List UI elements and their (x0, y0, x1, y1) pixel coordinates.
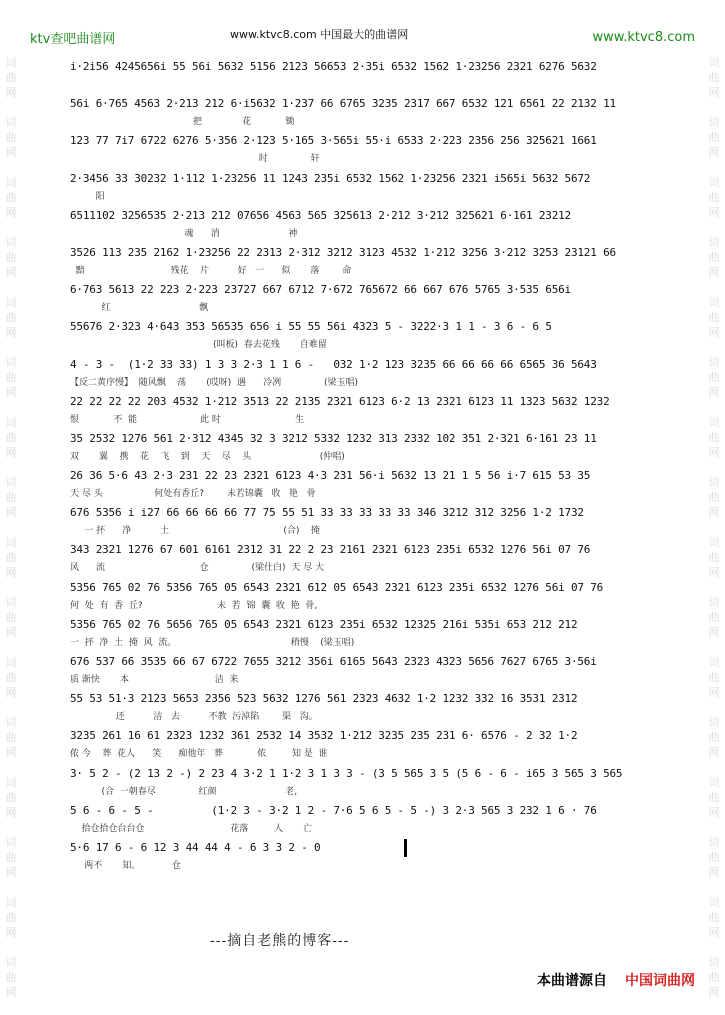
score-system (70, 767, 670, 804)
lyrics-line: (叫板) 春去花残 自难留 (70, 340, 327, 351)
notation-line: 5356 765 02 76 5656 765 05 6543 2321 6123 235i 6532 12325 216i 535i 653 212 212 (70, 617, 578, 631)
notation-line: 676 5356 i i27 66 66 66 66 77 75 55 51 33 33 33 33 33 346 3212 312 3256 1·2 1732 (70, 506, 584, 520)
score-system (70, 804, 670, 841)
score-system (70, 841, 670, 878)
score-system (70, 395, 670, 432)
notation-line: 35 2532 1276 561 2·312 4345 32 3 3212 5332 1232 313 2332 102 351 2·321 6·161 23 11 (70, 431, 597, 445)
notation-line: 3· 5 2 - (2 13 2 -) 2 23 4 3·2 1 1·2 3 1 3 3 - (3 5 565 3 5 (5 6 - 6 - i65 3 565 3 565 (70, 766, 623, 780)
notation-line: 6·763 5613 22 223 2·223 23727 667 6712 7·672 765672 66 667 676 5765 3·535 656i (70, 283, 571, 297)
score-system (70, 246, 670, 283)
notation-line: 123 77 7i7 6722 6276 5·356 2·123 5·165 3·565i 55·i 6533 2·223 2356 256 325621 1661 (70, 134, 597, 148)
notation-line: 55 53 51·3 2123 5653 2356 523 5632 1276 561 2323 4632 1·2 1232 332 16 3531 2312 (70, 692, 578, 706)
footer-source-site: 中国词曲网 (625, 973, 695, 989)
notation-line: 55676 2·323 4·643 353 56535 656 i 55 55 56i 4323 5 - 3222·3 1 1 - 3 6 - 6 5 (70, 320, 552, 334)
score-system (70, 172, 670, 209)
score-system (70, 469, 670, 506)
score-system (70, 655, 670, 692)
score-system (70, 283, 670, 320)
site-url-right: www.ktvc8.com (592, 30, 695, 45)
score-system (70, 581, 670, 618)
site-name-left: ktv查吧曲谱网 (30, 32, 116, 47)
side-watermark-left: 词 曲 网 词 曲 网 词 曲 网 词 曲 网 词 曲 网 词 曲 网 词 曲 网 词 曲 网 词 曲 网 词 曲 网 词 曲 网 词 曲 网 词 曲 网 词 曲 网 词 曲 网 词 曲 网 (5, 56, 17, 999)
lyrics-line: 何 处 有 香 丘? 未 若 锦 囊 收 艳 骨, (70, 600, 318, 611)
score-system (70, 320, 670, 357)
score-system (70, 543, 670, 580)
footer-source-label: 本曲谱源自 (537, 973, 607, 989)
lyrics-line: 还 洁 去 不教 污淖陷 渠 沟。 (70, 712, 318, 723)
notation-line: 676 537 66 3535 66 67 6722 7655 3212 356i 6165 5643 2323 4323 5656 7627 6765 3·56i (70, 655, 597, 668)
notation-line: 56i 6·765 4563 2·213 212 6·i5632 1·237 66 6765 3235 2317 667 6532 121 6561 22 2132 11 (70, 97, 616, 111)
side-watermark-right: 词 曲 网 词 曲 网 词 曲 网 词 曲 网 词 曲 网 词 曲 网 词 曲 网 词 曲 网 词 曲 网 词 曲 网 词 曲 网 词 曲 网 词 曲 网 词 曲 网 词 曲 网 词 曲 网 (708, 56, 720, 999)
notation-line: 5 6 - 6 - 5 - (1·2 3 - 3·2 1 2 - 7·6 5 6 5 - 5 -) 3 2·3 565 3 232 1 6 · 76 (70, 803, 597, 817)
score-system (70, 506, 670, 543)
lyrics-line: 【反二黄序慢】 随风飘 荡 (哎呀) 遇 冷冽 (梁玉唱) (70, 377, 359, 388)
notation-line: 26 36 5·6 43 2·3 231 22 23 2321 6123 4·3 231 56·i 5632 13 21 1 5 56 i·7 615 53 35 (70, 469, 591, 483)
footer-source (537, 970, 695, 990)
site-url-center: www.ktvc8.com 中国最大的曲谱网 (230, 28, 409, 41)
notation-line: 22 22 22 22 203 4532 1·212 3513 22 2135 2321 6123 6·2 13 2321 6123 11 1323 5632 1232 (70, 394, 610, 408)
lyrics-line: 天 尽 头 何处有香丘? 未若锦囊 收 艳 骨 (70, 489, 316, 500)
lyrics-line: 恨 不 能 此 时 生 (70, 414, 305, 425)
lyrics-line: 把 花 锄 (70, 117, 295, 128)
notation-line: 2·3456 33 30232 1·112 1·23256 11 1243 235i 6532 1562 1·23256 2321 i565i 5632 5672 (70, 171, 591, 185)
score-system (70, 432, 670, 469)
lyrics-line: 一 抔 净 土 掩 风 流。 稍慢 (梁玉唱) (70, 637, 355, 648)
notation-line: 3526 113 235 2162 1·23256 22 2313 2·312 3212 3123 4532 1·212 3256 3·212 3253 23121 66 (70, 245, 616, 259)
lyrics-line: 时 轩 (70, 154, 320, 165)
lyrics-line: 红 飘 (70, 303, 209, 314)
source-note: ---摘自老熊的博客--- (210, 933, 350, 949)
lyrics-line: 双 翼 携 花 飞 到 天 尽 头 (仲唱) (70, 451, 345, 462)
numbered-music-score (70, 60, 670, 878)
score-system (70, 729, 670, 766)
lyrics-line: 拾仓拾仓台台仓 花落 人 亡 (70, 823, 313, 834)
score-system (70, 692, 670, 729)
notation-line: 3235 261 16 61 2323 1232 361 2532 14 3532 1·212 3235 235 231 6· 6576 - 2 32 1·2 (70, 729, 578, 743)
final-barline (404, 839, 407, 857)
notation-line: 5·6 17 6 - 6 12 3 44 44 4 - 6 3 3 2 - 0 (70, 840, 321, 854)
lyrics-line: 魂 消 神 (70, 228, 298, 239)
lyrics-line: 两不 知。 仓 (70, 860, 181, 871)
lyrics-line: 一 抔 净 土 (合) 掩 (70, 526, 320, 537)
lyrics-line: 阳 (70, 191, 105, 202)
score-system (70, 60, 670, 97)
notation-line: 343 2321 1276 67 601 6161 2312 31 22 2 23 2161 2321 6123 235i 6532 1276 56i 07 76 (70, 543, 591, 557)
lyrics-line: 黯 残花 片 好 一 似 落 命 (70, 265, 352, 276)
score-system (70, 618, 670, 655)
lyrics-line: 侬 今 葬 花人 笑 痴他年 葬 侬 知 是 谁 (70, 749, 328, 760)
notation-line: i·2i56 4245656i 55 56i 5632 5156 2123 56653 2·35i 6532 1562 1·23256 2321 6276 5632 (70, 60, 597, 73)
score-system (70, 209, 670, 246)
score-system (70, 134, 670, 171)
score-system (70, 358, 670, 395)
notation-line: 4 - 3 - (1·2 33 33) 1 3 3 2·3 1 1 6 - 032 1·2 123 3235 66 66 66 66 6565 36 5643 (70, 357, 597, 371)
score-system (70, 97, 670, 134)
lyrics-line: 风 流 仓 (梁仕白) 天 尽 大 (70, 563, 324, 574)
lyrics-line: (合 一朝春尽 红颜 老, (70, 786, 298, 797)
notation-line: 5356 765 02 76 5356 765 05 6543 2321 612 05 6543 2321 6123 235i 6532 1276 56i 07 76 (70, 580, 604, 594)
lyrics-line: 质 渐快 本 洁 来 (70, 675, 239, 685)
notation-line: 6511102 3256535 2·213 212 07656 4563 565 325613 2·212 3·212 325621 6·161 23212 (70, 208, 571, 222)
